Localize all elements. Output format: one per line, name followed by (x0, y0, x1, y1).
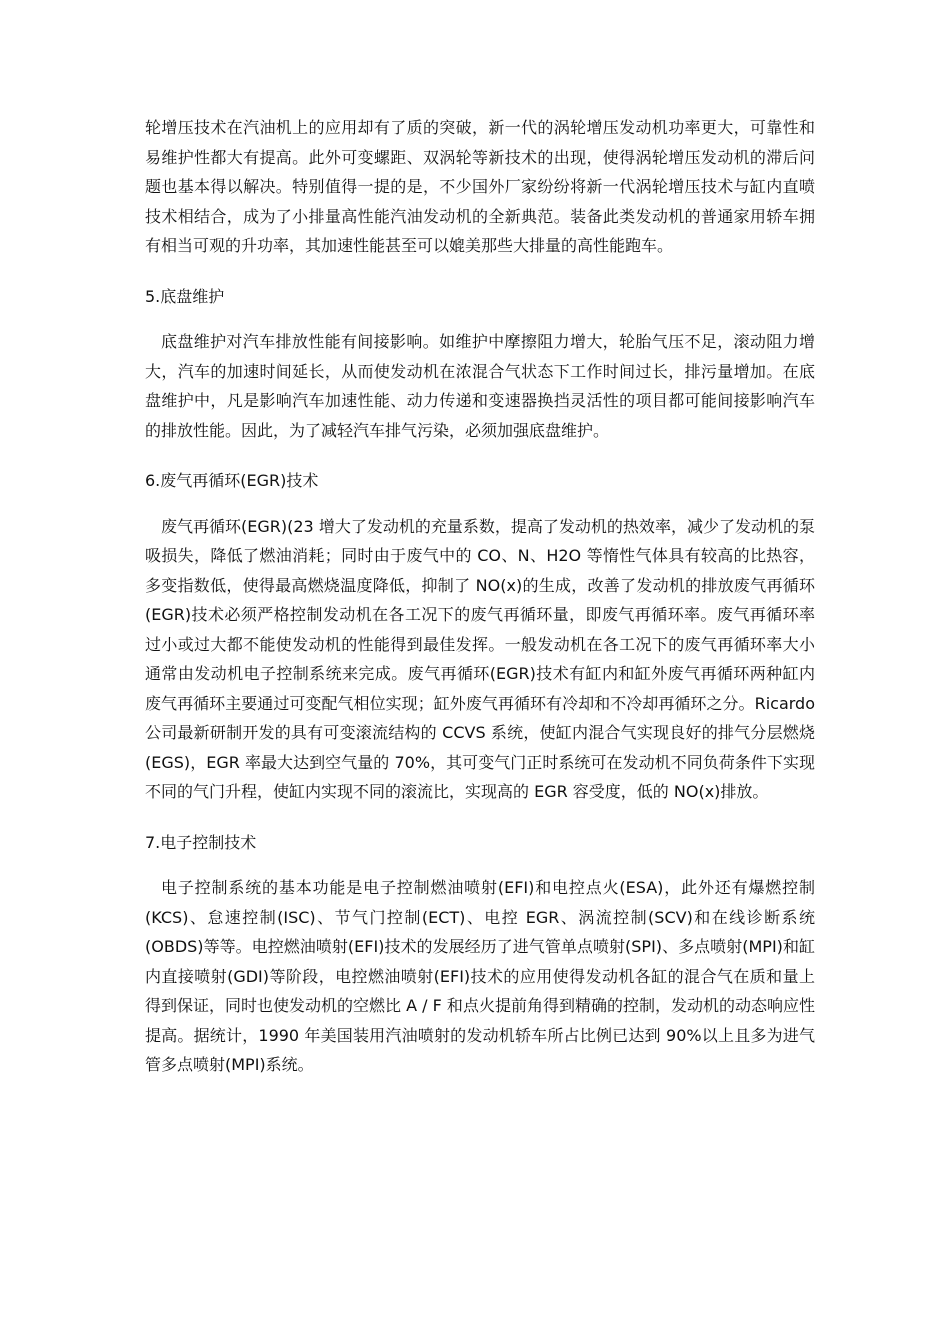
spacer (145, 807, 815, 828)
section-heading-egr: 6.废气再循环(EGR)技术 (145, 471, 319, 490)
paragraph-chassis-maintenance: 底盘维护对汽车排放性能有间接影响。如维护中摩擦阻力增大，轮胎气压不足，滚动阻力增大，汽车的加速时间延长，从而使发动机在浓混合气状态下工作时间过长，排污量增加。在底盘维护中，凡是影响汽车加速性能、动力传递和变速器换挡灵活性的项目都可能间接影响汽车的排放性能。因此，为了减轻汽车排气污染，必须加强底盘维护。 (145, 332, 815, 440)
spacer (145, 857, 815, 873)
spacer (145, 496, 815, 512)
paragraph-turbocharging: 轮增压技术在汽油机上的应用却有了质的突破，新一代的涡轮增压发动机功率更大，可靠性和易维护性都大有提高。此外可变螺距、双涡轮等新技术的出现，使得涡轮增压发动机的滞后问题也基本得以解决。特别值得一提的是，不少国外厂家纷纷将新一代涡轮增压技术与缸内直喷技术相结合，成为了小排量高性能汽油发动机的全新典范。装备此类发动机的普通家用轿车拥有相当可观的升功率，其加速性能甚至可以媲美那些大排量的高性能跑车。 (145, 118, 815, 255)
paragraph-egr: 废气再循环(EGR)(23 增大了发动机的充量系数，提高了发动机的热效率，减少了发动机的泵吸损失，降低了燃油消耗；同时由于废气中的 CO、N、H2O 等惰性气体具有较高的比热容，多变指数低，使得最高燃烧温度降低，抑制了 NO(x)的生成，改善了发动机的排放废气再循环(EGR)技术必须严格控制发动机在各工况下的废气再循环量，即废气再循环率。废气再循环率过小或过大都不能使发动机的性能得到最佳发挥。一般发动机在各工况下的废气再循环率大小通常由发动机电子控制系统来完成。废气再循环(EGR)技术有缸内和缸外废气再循环两种缸内废气再循环主要通过可变配气相位实现；缸外废气再循环有冷却和不冷却再循环之分。Ricardo 公司最新研制开发的具有可变滚流结构的 CCVS 系统，使缸内混合气实现良好的排气分层燃烧(EGS)，EGR 率最大达到空气量的 70%，其可变气门正时系统可在发动机不同负荷条件下实现不同的气门升程，使缸内实现不同的滚流比，实现高的 EGR 容受度，低的 NO(x)排放。 (145, 516, 815, 801)
section-heading-electronic-control: 7.电子控制技术 (145, 832, 257, 852)
spacer (145, 261, 815, 282)
spacer (145, 445, 815, 466)
document-body (145, 113, 815, 1080)
section-heading-chassis-maintenance: 5.底盘维护 (145, 286, 225, 306)
spacer (145, 311, 815, 327)
paragraph-electronic-control: 电子控制系统的基本功能是电子控制燃油喷射(EFI)和电控点火(ESA)，此外还有爆燃控制(KCS)、怠速控制(ISC)、节气门控制(ECT)、电控 EGR、涡流控制(SCV)和在线诊断系统(OBDS)等等。电控燃油喷射(EFI)技术的发展经历了进气管单点喷射(SPI)、多点喷射(MPI)和缸内直接喷射(GDI)等阶段，电控燃油喷射(EFI)技术的应用使得发动机各缸的混合气在质和量上得到保证，同时也使发动机的空燃比 A / F 和点火提前角得到精确的控制，发动机的动态响应性提高。据统计，1990 年美国装用汽油喷射的发动机轿车所占比例已达到 90%以上且多为进气管多点喷射(MPI)系统。 (145, 878, 815, 1074)
